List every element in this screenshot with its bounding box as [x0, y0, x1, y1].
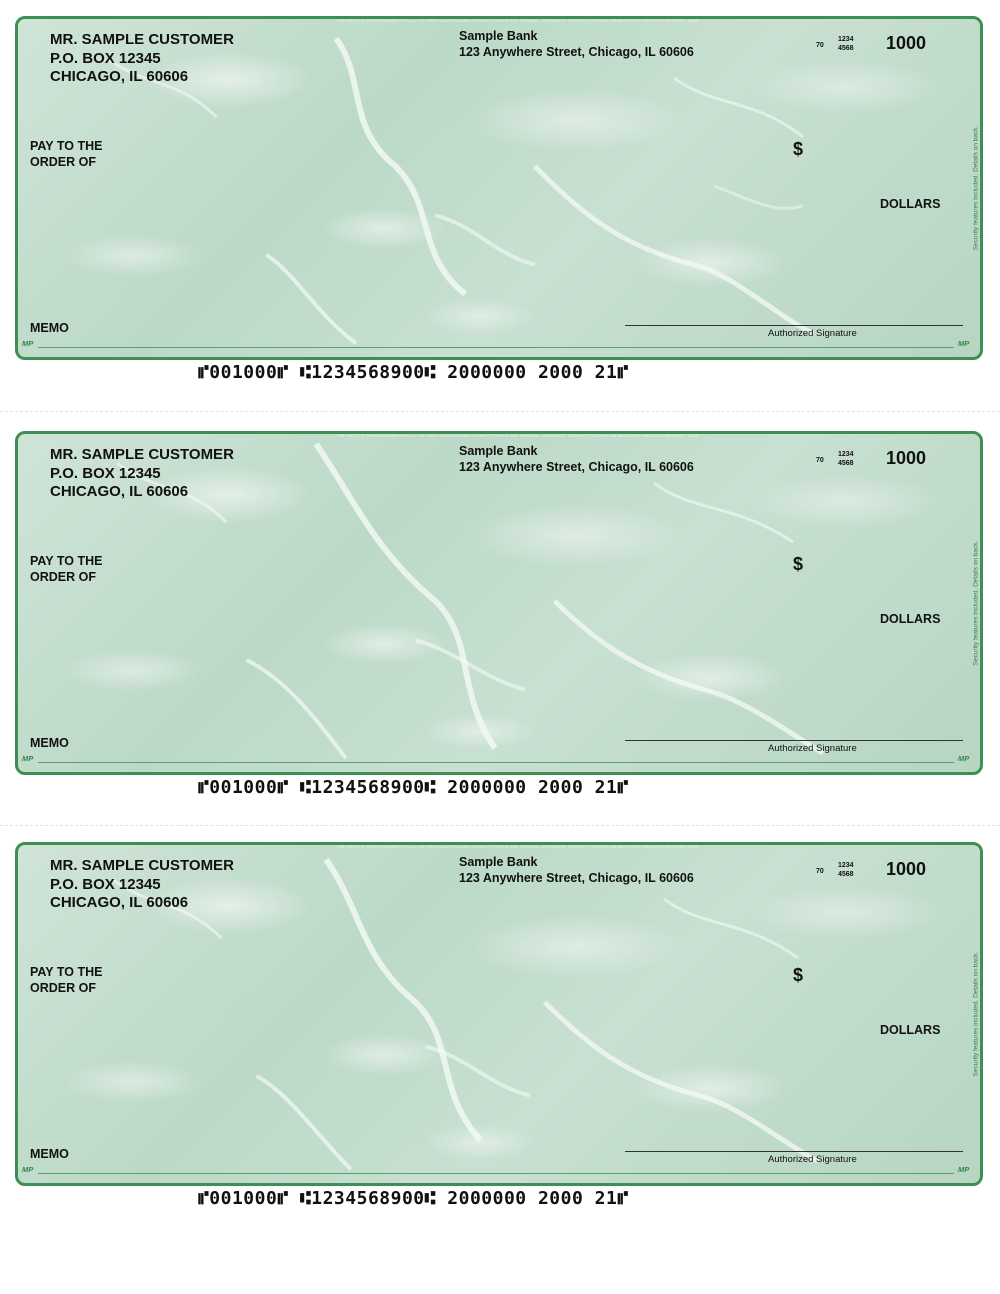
- micr-line: ⑈001000⑈ ⑆1234568900⑆ 2000000 2000 21⑈: [198, 362, 629, 383]
- pay-label-line1: PAY TO THE: [30, 965, 103, 979]
- check-number: 1000: [886, 33, 927, 53]
- security-features-side-text: [970, 103, 982, 273]
- dollars-label: DOLLARS: [880, 612, 941, 626]
- fraction-stack: [838, 450, 854, 468]
- bank-address: 123 Anywhere Street, Chicago, IL 60606: [459, 459, 694, 474]
- security-features-text: Security features included. Details on back.: [972, 125, 980, 251]
- signature-label: Authorized Signature: [768, 328, 857, 339]
- signature-label: Authorized Signature: [768, 743, 857, 754]
- pay-label-line1: PAY TO THE: [30, 139, 103, 153]
- dollar-sign: $: [793, 554, 804, 574]
- security-features-side-text: [970, 518, 982, 688]
- microprint-line: [38, 762, 954, 763]
- account-holder-name: MR. SAMPLE CUSTOMER: [50, 857, 234, 874]
- fraction-stack: [838, 861, 854, 879]
- micr-line: ⑈001000⑈ ⑆1234568900⑆ 2000000 2000 21⑈: [198, 777, 629, 798]
- fraction-bottom: 4568: [838, 460, 854, 467]
- signature-line: [625, 740, 963, 741]
- bank-address: 123 Anywhere Street, Chicago, IL 60606: [459, 44, 694, 59]
- bank-name: Sample Bank: [459, 444, 538, 458]
- bank-block: [459, 855, 694, 886]
- security-notice: THE FACE OF THIS DOCUMENT HAS A COLORED BACKGROUND ON WHITE PAPER AND ORIGINAL DOCUMENT SECURITY SCREEN ON BACK WITH PADLOCK SECURITY ICON.: [336, 844, 700, 849]
- account-holder-address-line1: P.O. BOX 12345: [50, 464, 161, 482]
- signature-label: Authorized Signature: [768, 1154, 857, 1165]
- dollars-label: DOLLARS: [880, 1023, 941, 1037]
- security-features-side-text: [970, 929, 982, 1099]
- bank-name: Sample Bank: [459, 29, 538, 43]
- check-slot-3: [0, 826, 1000, 1238]
- pay-to-order-label: [30, 554, 102, 585]
- signature-line: [625, 1151, 963, 1152]
- security-features-text: Security features included. Details on back.: [972, 951, 980, 1077]
- mp-mark-right: MP: [958, 754, 970, 763]
- check-number: 1000: [886, 448, 927, 468]
- security-notice: THE FACE OF THIS DOCUMENT HAS A COLORED BACKGROUND ON WHITE PAPER AND ORIGINAL DOCUMENT SECURITY SCREEN ON BACK WITH PADLOCK SECURITY ICON.: [336, 433, 700, 438]
- pay-label-line2: ORDER OF: [30, 980, 96, 995]
- check-slot-2: [0, 415, 1000, 827]
- pay-label-line1: PAY TO THE: [30, 554, 103, 568]
- dollar-sign: $: [793, 965, 804, 985]
- dollars-label: DOLLARS: [880, 197, 941, 211]
- mp-mark-right: MP: [958, 339, 970, 348]
- account-holder-block: [50, 857, 234, 913]
- account-holder-address-line2: CHICAGO, IL 60606: [50, 894, 189, 911]
- check-number: 1000: [886, 859, 927, 879]
- bank-block: [459, 29, 694, 60]
- account-holder-address-line2: CHICAGO, IL 60606: [50, 68, 189, 85]
- pay-label-line2: ORDER OF: [30, 154, 96, 169]
- mp-mark-left: MP: [22, 754, 34, 763]
- mp-mark-right: MP: [958, 1165, 970, 1174]
- fraction-prefix: 70: [816, 457, 824, 464]
- account-holder-block: [50, 446, 234, 502]
- fraction-bottom: 4568: [838, 871, 854, 878]
- account-holder-address-line1: P.O. BOX 12345: [50, 49, 161, 67]
- pay-to-order-label: [30, 139, 102, 170]
- dollar-sign: $: [793, 139, 804, 159]
- bank-address: 123 Anywhere Street, Chicago, IL 60606: [459, 870, 694, 885]
- fraction-stack: [838, 35, 854, 53]
- fraction-top: 1234: [838, 862, 854, 869]
- check-slot-1: [0, 0, 1000, 412]
- memo-label: MEMO: [30, 1147, 69, 1161]
- check-1: [15, 16, 983, 360]
- signature-line: [625, 325, 963, 326]
- perforation-1: [0, 411, 1000, 412]
- mp-mark-left: MP: [22, 1165, 34, 1174]
- mp-mark-left: MP: [22, 339, 34, 348]
- memo-label: MEMO: [30, 321, 69, 335]
- pay-to-order-label: [30, 965, 102, 996]
- microprint-line: [38, 347, 954, 348]
- memo-label: MEMO: [30, 736, 69, 750]
- check-2: [15, 431, 983, 775]
- micr-line: ⑈001000⑈ ⑆1234568900⑆ 2000000 2000 21⑈: [198, 1188, 629, 1209]
- pay-label-line2: ORDER OF: [30, 569, 96, 584]
- account-holder-address-line2: CHICAGO, IL 60606: [50, 483, 189, 500]
- fraction-bottom: 4568: [838, 45, 854, 52]
- security-notice: THE FACE OF THIS DOCUMENT HAS A COLORED BACKGROUND ON WHITE PAPER AND ORIGINAL DOCUMENT SECURITY SCREEN ON BACK WITH PADLOCK SECURITY ICON.: [336, 18, 700, 23]
- fraction-top: 1234: [838, 36, 854, 43]
- fraction-top: 1234: [838, 451, 854, 458]
- account-holder-address-line1: P.O. BOX 12345: [50, 875, 161, 893]
- security-features-text: Security features included. Details on back.: [972, 540, 980, 666]
- account-holder-name: MR. SAMPLE CUSTOMER: [50, 31, 234, 48]
- bank-block: [459, 444, 694, 475]
- fraction-prefix: 70: [816, 42, 824, 49]
- account-holder-block: [50, 31, 234, 87]
- fraction-prefix: 70: [816, 868, 824, 875]
- microprint-line: [38, 1173, 954, 1174]
- account-holder-name: MR. SAMPLE CUSTOMER: [50, 446, 234, 463]
- bank-name: Sample Bank: [459, 855, 538, 869]
- check-3: [15, 842, 983, 1186]
